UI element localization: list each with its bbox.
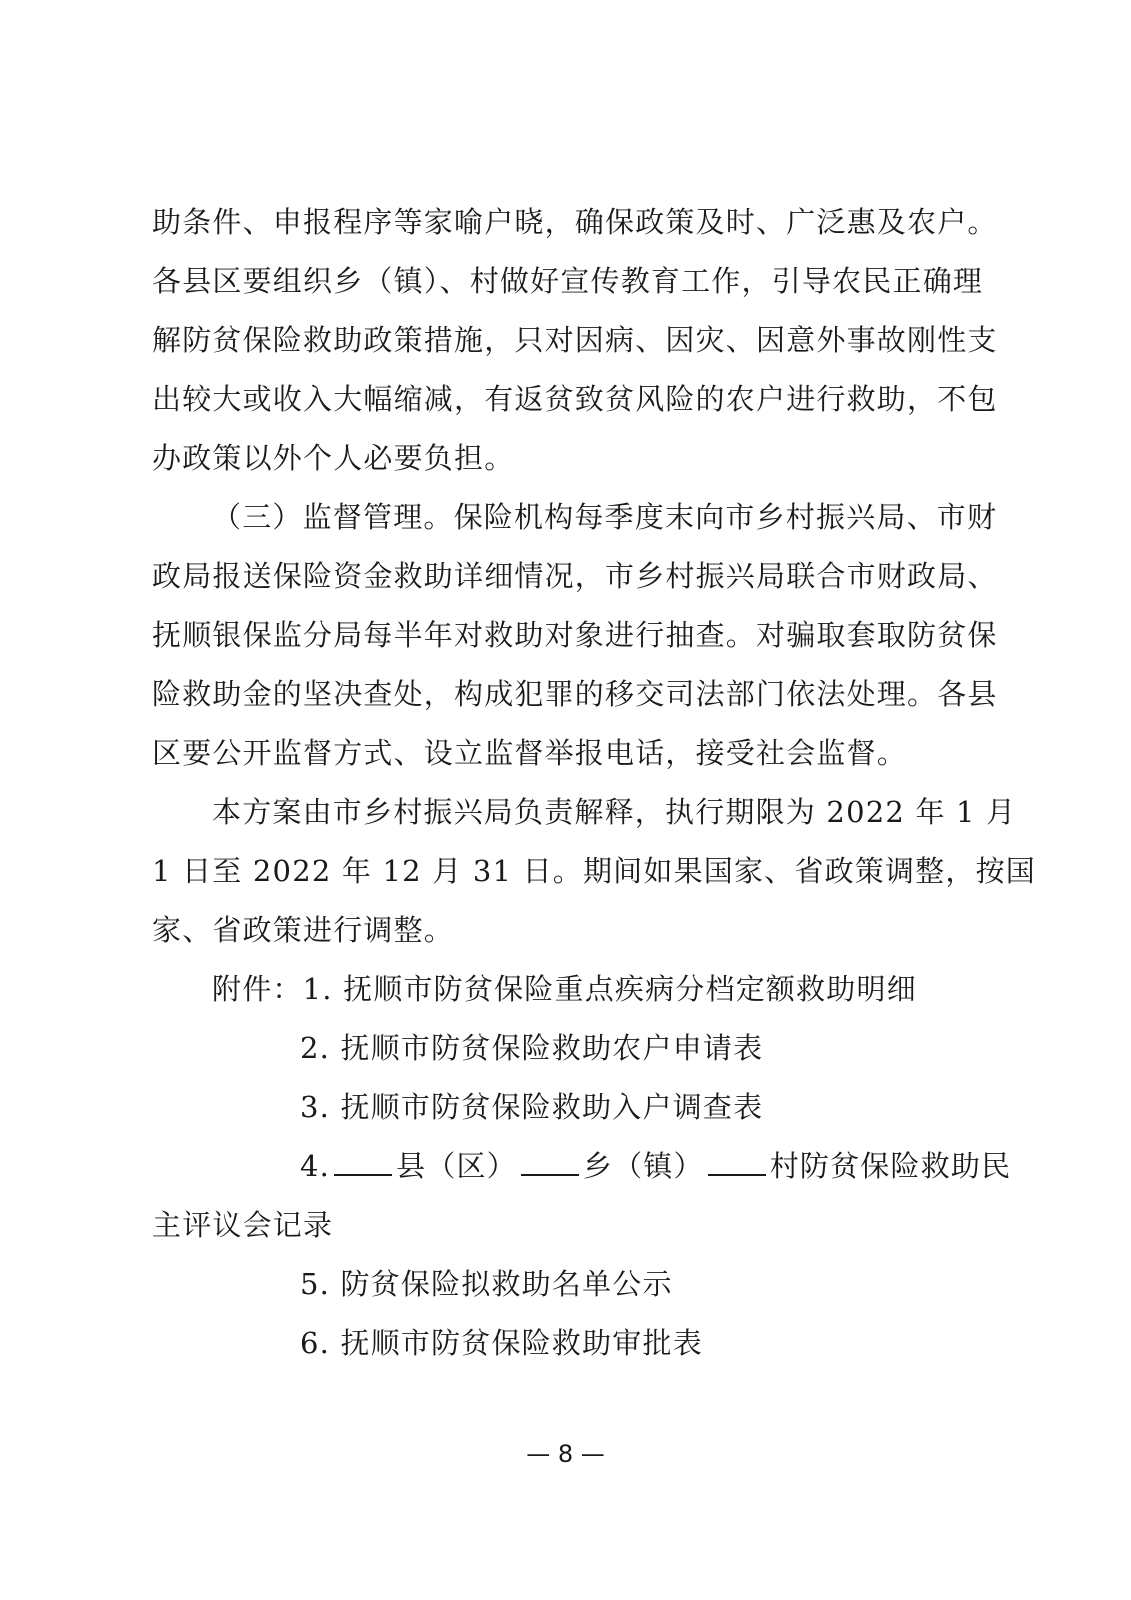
text-line: 政局报送保险资金救助详细情况，市乡村振兴局联合市财政局、 [152,559,998,593]
attachment-item-2: 2. 抚顺市防贫保险救助农户申请表 [300,1031,764,1065]
attachment-text: 县（区） [396,1149,517,1183]
attachment-number: 4. [300,1149,331,1183]
text-line: 1 日至 2022 年 12 月 31 日。期间如果国家、省政策调整，按国 [152,854,1036,888]
section-heading-line: （三）监督管理。保险机构每季度末向市乡村振兴局、市财 [212,500,998,534]
attachment-item-6: 6. 抚顺市防贫保险救助审批表 [300,1326,703,1360]
attachment-item-4-continued: 主评议会记录 [152,1208,334,1242]
text-line: 各县区要组织乡（镇）、村做好宣传教育工作，引导农民正确理 [152,264,984,298]
fill-blank [708,1144,766,1176]
attachment-item-5: 5. 防贫保险拟救助名单公示 [300,1267,673,1301]
text-line: 抚顺银保监分局每半年对救助对象进行抽查。对骗取套取防贫保 [152,618,998,652]
text-line: 险救助金的坚决查处，构成犯罪的移交司法部门依法处理。各县 [152,677,998,711]
body-text [152,193,1036,1373]
attachment-text: 乡（镇） [582,1149,704,1183]
attachment-item-1: 附件：1. 抚顺市防贫保险重点疾病分档定额救助明细 [212,972,917,1006]
attachment-text: 村防贫保险救助民 [769,1149,1012,1183]
attachment-item-4 [152,1137,1012,1196]
text-line: 办政策以外个人必要负担。 [152,441,515,475]
text-line: 家、省政策进行调整。 [152,913,455,947]
fill-blank [334,1144,392,1176]
attachment-item-3: 3. 抚顺市防贫保险救助入户调查表 [300,1090,764,1124]
text-line: 解防贫保险救助政策措施，只对因病、因灾、因意外事故刚性支 [152,323,998,357]
text-line: 助条件、申报程序等家喻户晓，确保政策及时、广泛惠及农户。 [152,205,998,239]
text-line: 区要公开监督方式、设立监督举报电话，接受社会监督。 [152,736,908,770]
page-number: — 8 — [526,1440,605,1468]
text-line: 出较大或收入大幅缩减，有返贫致贫风险的农户进行救助，不包 [152,382,998,416]
fill-blank [521,1144,579,1176]
text-line: 本方案由市乡村振兴局负责解释，执行期限为 2022 年 1 月 [212,795,1017,829]
